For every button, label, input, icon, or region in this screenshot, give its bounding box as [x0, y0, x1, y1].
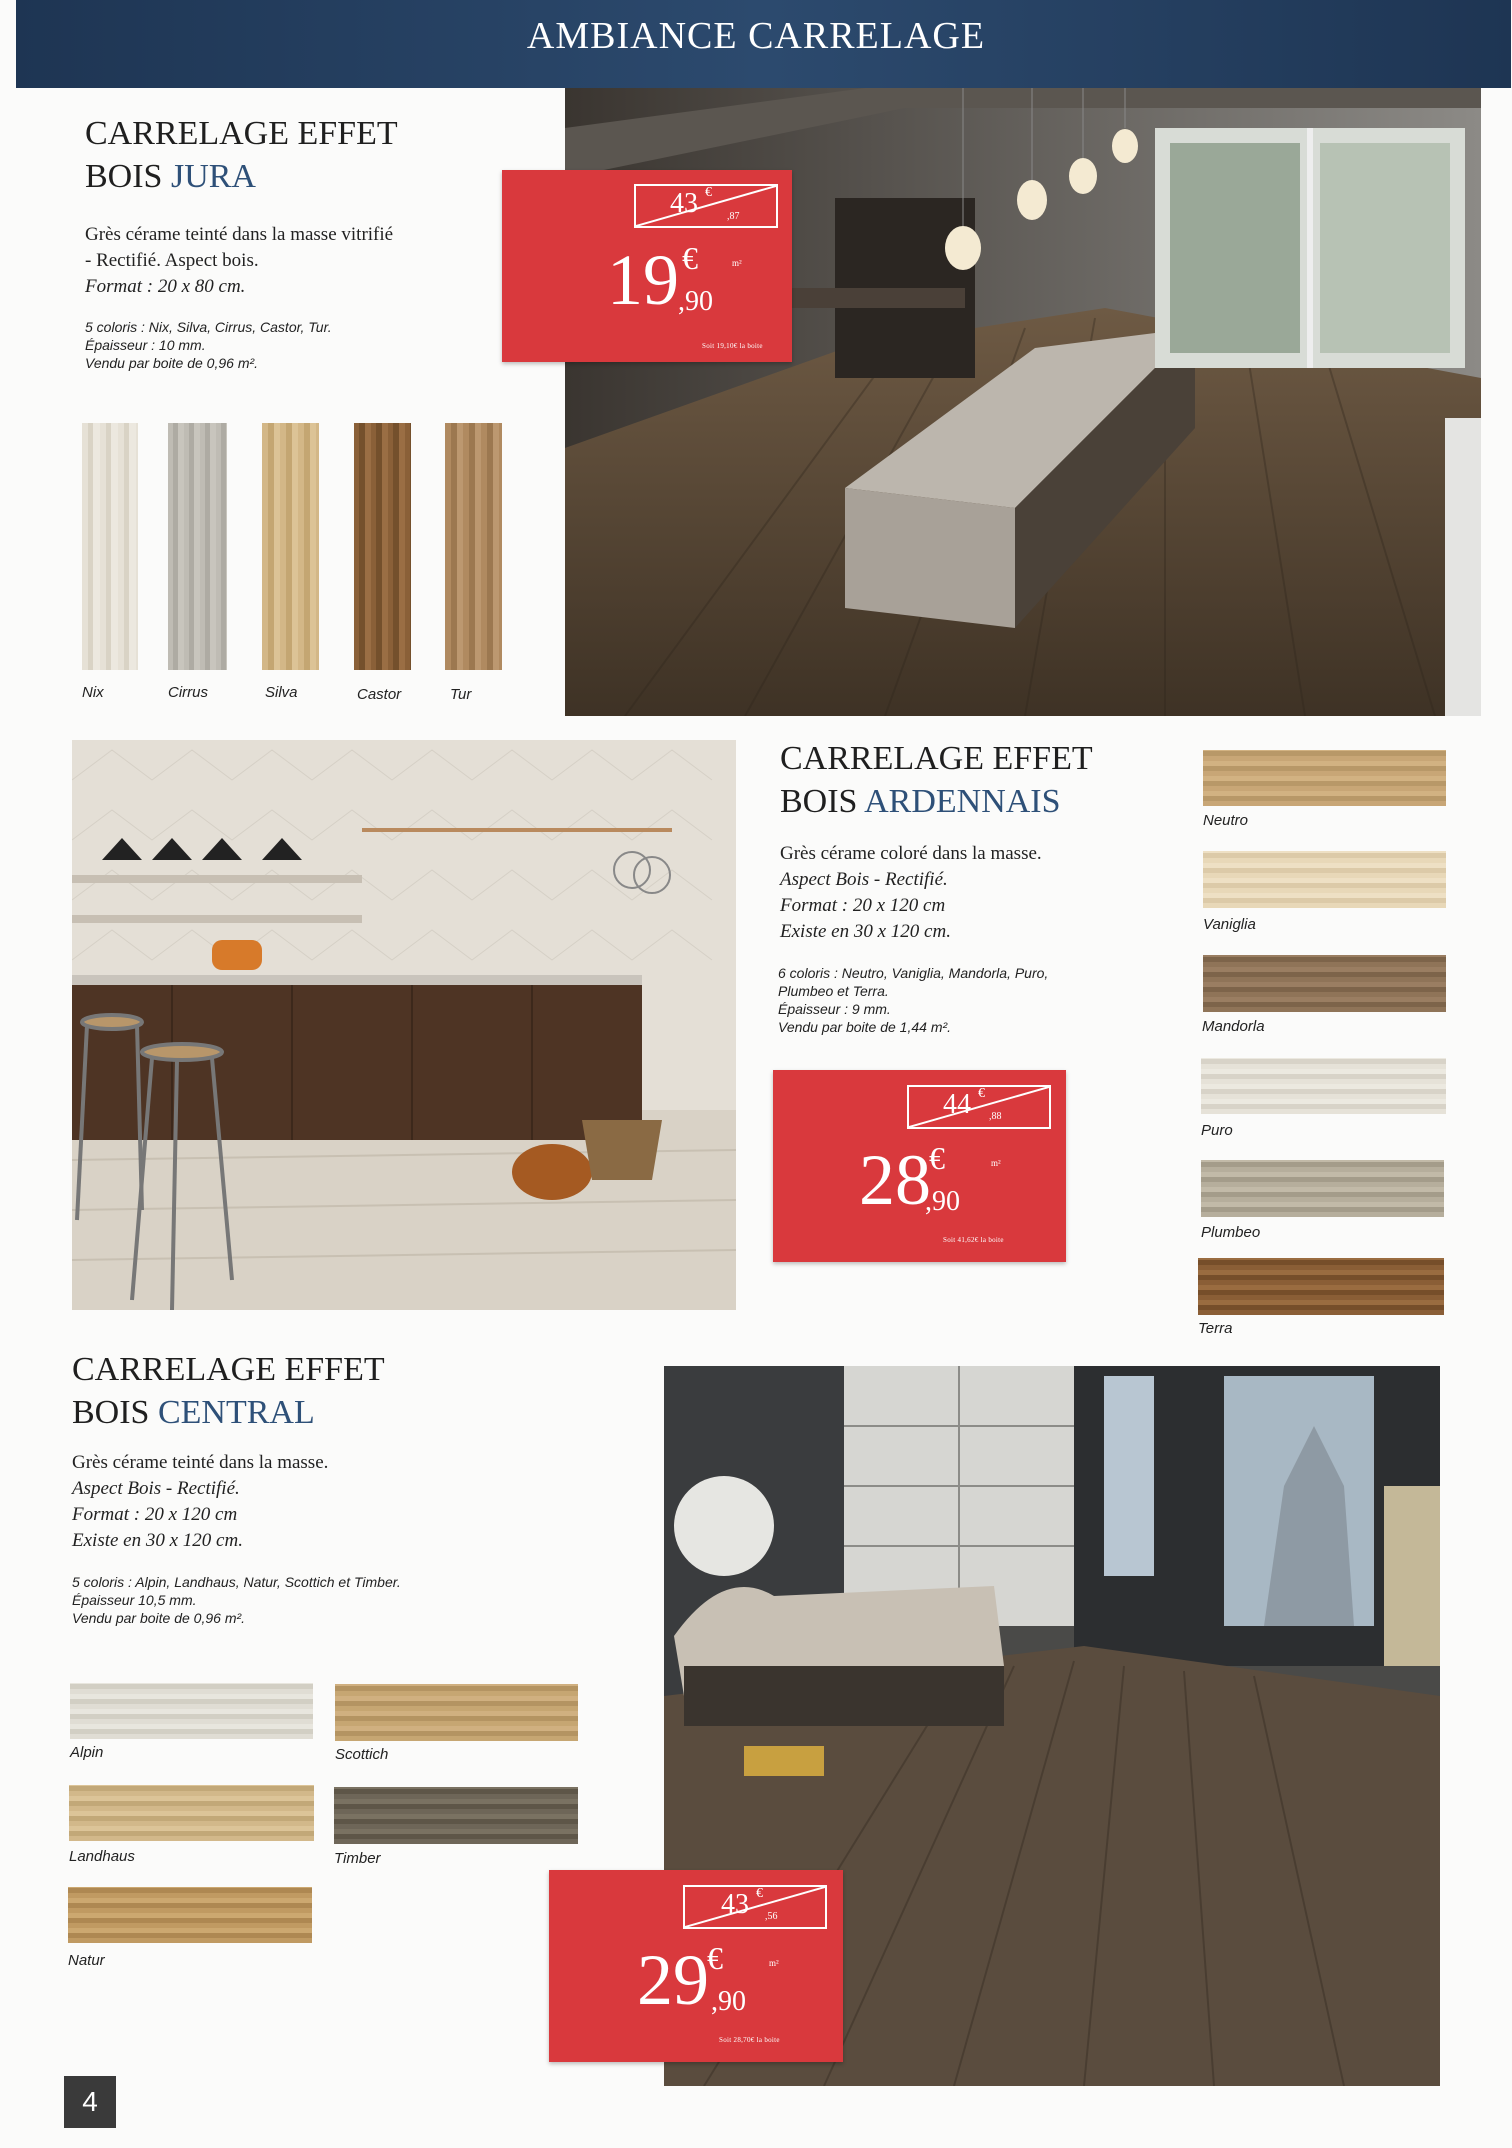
- swatch-label-nix: Nix: [82, 684, 104, 701]
- swatch-label-cirrus: Cirrus: [168, 684, 208, 701]
- swatch-label-plumbeo: Plumbeo: [1201, 1224, 1261, 1241]
- product-title-jura: CARRELAGE EFFET BOIS JURA: [85, 115, 398, 195]
- product-specs-jura: 5 coloris : Nix, Silva, Cirrus, Castor, Tur. Épaisseur : 10 mm. Vendu par boite de 0,96 m².: [85, 319, 332, 371]
- page-number: 4: [64, 2076, 116, 2128]
- price-tag-jura: 43 € ,87 19 € ,90 m² Soit 19,10€ la boite: [502, 170, 792, 362]
- swatch-label-mandorla: Mandorla: [1202, 1018, 1265, 1035]
- product-desc-central: Grès cérame teinté dans la masse. Aspect Bois - Rectifié. Format : 20 x 120 cm Existe en 30 x 120 cm.: [72, 1452, 329, 1551]
- old-price-box-central: [683, 1885, 827, 1929]
- product-desc-ardennais: Grès cérame coloré dans la masse. Aspect Bois - Rectifié. Format : 20 x 120 cm Existe en 30 x 120 cm.: [780, 843, 1042, 942]
- swatch-landhaus: [69, 1785, 314, 1841]
- page-header-title: AMBIANCE CARRELAGE: [526, 15, 986, 57]
- old-price-central: 43: [721, 1889, 749, 1920]
- swatch-silva: [262, 423, 319, 670]
- swatch-natur: [68, 1887, 312, 1943]
- swatch-alpin: [70, 1683, 313, 1739]
- swatch-label-vaniglia: Vaniglia: [1203, 916, 1256, 933]
- price-tag-central: 43 € ,56 29 € ,90 m² Soit 28,70€ la boite: [549, 1870, 843, 2062]
- product-specs-central: 5 coloris : Alpin, Landhaus, Natur, Scottich et Timber. Épaisseur 10,5 mm. Vendu par boite de 0,96 m².: [72, 1574, 401, 1626]
- ardennais-kitchen-photo: [72, 740, 736, 1310]
- product-desc-jura: Grès cérame teinté dans la masse vitrifié - Rectifié. Aspect bois. Format : 20 x 80 cm.: [85, 224, 394, 297]
- swatch-label-neutro: Neutro: [1203, 812, 1249, 829]
- product-specs-ardennais: 6 coloris : Neutro, Vaniglia, Mandorla, Puro, Plumbeo et Terra. Épaisseur : 9 mm. Vendu par boite de 1,44 m².: [778, 965, 1049, 1035]
- swatch-castor: [354, 423, 411, 670]
- swatch-label-tur: Tur: [450, 686, 472, 703]
- new-price-ardennais: 28: [859, 1140, 931, 1220]
- price-tag-ardennais: 44 € ,88 28 € ,90 m² Soit 41,62€ la boite: [773, 1070, 1066, 1262]
- new-price-jura: 19: [607, 240, 679, 320]
- swatch-label-silva: Silva: [265, 684, 298, 701]
- swatch-neutro: [1203, 750, 1446, 806]
- swatch-label-natur: Natur: [68, 1952, 105, 1969]
- old-price-ardennais: 44: [943, 1089, 971, 1120]
- product-name-ardennais: ARDENNAIS: [864, 783, 1061, 820]
- swatch-label-terra: Terra: [1198, 1320, 1233, 1337]
- swatch-timber: [334, 1787, 578, 1844]
- swatch-cirrus: [168, 423, 227, 670]
- swatch-scottich: [335, 1684, 578, 1741]
- swatch-label-alpin: Alpin: [70, 1744, 104, 1761]
- product-title-central: CARRELAGE EFFET BOIS CENTRAL: [72, 1351, 385, 1431]
- swatch-mandorla: [1203, 955, 1446, 1012]
- product-name-central: CENTRAL: [157, 1394, 315, 1431]
- swatch-label-landhaus: Landhaus: [69, 1848, 135, 1865]
- product-name-jura: JURA: [170, 158, 256, 195]
- swatch-label-timber: Timber: [334, 1850, 381, 1867]
- swatch-label-scottich: Scottich: [335, 1746, 389, 1763]
- swatch-nix: [82, 423, 138, 670]
- product-title-ardennais: CARRELAGE EFFET BOIS ARDENNAIS: [780, 740, 1093, 820]
- swatch-vaniglia: [1203, 851, 1446, 908]
- swatch-label-puro: Puro: [1201, 1122, 1233, 1139]
- new-price-central: 29: [637, 1940, 709, 2020]
- old-price-jura: 43: [670, 188, 698, 219]
- swatch-terra: [1198, 1258, 1444, 1315]
- swatch-label-castor: Castor: [357, 686, 402, 703]
- swatch-plumbeo: [1201, 1160, 1444, 1217]
- swatch-puro: [1201, 1058, 1446, 1114]
- swatch-tur: [445, 423, 502, 670]
